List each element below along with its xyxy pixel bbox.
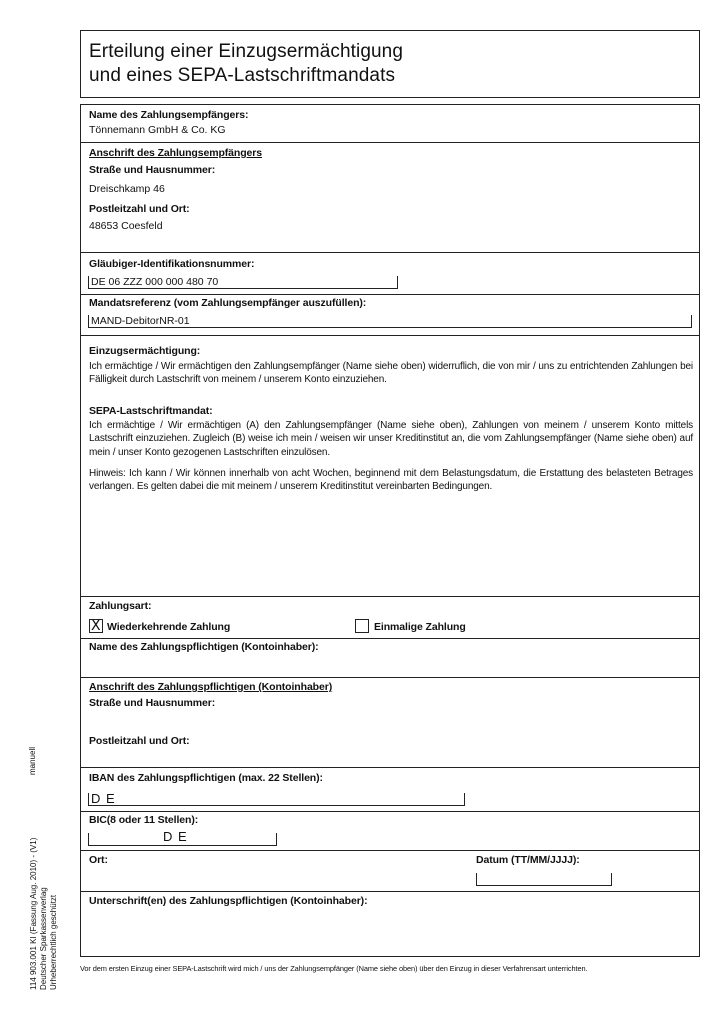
payee-city-value: 48653 Coesfeld (89, 220, 163, 232)
bic-label: BIC(8 oder 11 Stellen): (89, 814, 199, 826)
date-field[interactable] (476, 873, 612, 886)
date-label: Datum (TT/MM/JJJJ): (476, 854, 580, 866)
signature-area[interactable] (81, 912, 699, 956)
iban-field[interactable]: D E (88, 793, 465, 806)
form-title-line-1: Erteilung einer Einzugsermächtigung (89, 41, 404, 62)
divider (80, 677, 700, 678)
place-label: Ort: (89, 854, 108, 866)
side-publisher: Deutscher Sparkassenverlag (39, 887, 48, 990)
side-form-number: 114 903.001 KI (Fassung Aug. 2010) - (V1) (29, 837, 38, 990)
mandate-reference-label: Mandatsreferenz (vom Zahlungsempfänger auszufüllen): (89, 297, 367, 309)
creditor-id-label: Gläubiger-Identifikationsnummer: (89, 258, 255, 270)
footer-note: Vor dem ersten Einzug einer SEPA-Lastschrift wird mich / uns der Zahlungsempfänger (Name siehe oben) über den Einzug in dieser Verfahrensart unterrichten. (80, 964, 588, 973)
side-copyright: Urheberrechtlich geschützt (49, 894, 58, 990)
hinweis-text: Hinweis: Ich kann / Wir können innerhalb von acht Wochen, beginnend mit dem Belastungsdatum, die Erstattung des belasteten Betrages verlangen. Es gelten dabei die mit meinem / unserem Kreditinstitut vereinbarten Bedingungen. (89, 468, 693, 493)
sepa-text: Ich ermächtige / Wir ermächtigen (A) den Zahlungsempfänger (Name siehe oben), Zahlungen von meinem / unserem Konto mittels Lastschrift einzuziehen. Zugleich (B) weise ich mein / weisen wir unser Kreditinstitut an, die vom Zahlungsempfänger (Name siehe oben) auf mein / unser Konto gezogenen Lastschriften einzulösen. (89, 420, 693, 458)
divider (80, 891, 700, 892)
payment-type-label: Zahlungsart: (89, 600, 152, 612)
payer-city-label: Postleitzahl und Ort: (89, 735, 190, 747)
payer-name-label: Name des Zahlungspflichtigen (Kontoinhaber): (89, 641, 319, 653)
sepa-heading: SEPA-Lastschriftmandat: (89, 405, 213, 417)
divider (80, 252, 700, 253)
iban-label: IBAN des Zahlungspflichtigen (max. 22 Stellen): (89, 772, 323, 784)
single-payment-label: Einmalige Zahlung (374, 621, 466, 633)
check-mark-icon: X (91, 618, 101, 634)
divider (80, 850, 700, 851)
payee-street-label: Straße und Hausnummer: (89, 164, 216, 176)
mandate-reference-field[interactable]: MAND-DebitorNR-01 (88, 315, 692, 328)
payee-city-label: Postleitzahl und Ort: (89, 203, 190, 215)
divider (80, 596, 700, 597)
payee-name-label: Name des Zahlungsempfängers: (89, 109, 249, 121)
divider (80, 142, 700, 143)
creditor-id-field[interactable]: DE 06 ZZZ 000 000 480 70 (88, 276, 398, 289)
payee-name-value: Tönnemann GmbH & Co. KG (89, 124, 226, 136)
single-payment-checkbox[interactable] (355, 619, 369, 633)
recurring-payment-label: Wiederkehrende Zahlung (107, 621, 231, 633)
payee-street-value: Dreischkamp 46 (89, 183, 165, 195)
bic-country-value: D E (163, 829, 188, 844)
payer-address-heading: Anschrift des Zahlungspflichtigen (Kontoinhaber) (89, 681, 333, 693)
einzug-heading: Einzugsermächtigung: (89, 345, 201, 357)
signature-label: Unterschrift(en) des Zahlungspflichtigen (Kontoinhaber): (89, 895, 368, 907)
einzug-text: Ich ermächtige / Wir ermächtigen den Zahlungsempfänger (Name siehe oben) widerruflich, die von mir / uns zu entrichtenden Zahlungen bei Fälligkeit durch Lastschrift von meinem / unserem Konto einzuziehen. (89, 361, 693, 386)
divider (80, 638, 700, 639)
side-manuell: manuell (28, 746, 37, 775)
divider (80, 767, 700, 768)
recurring-checkbox[interactable] (89, 619, 103, 633)
payee-address-heading: Anschrift des Zahlungsempfängers (89, 147, 262, 159)
payer-street-label: Straße und Hausnummer: (89, 697, 216, 709)
divider (80, 335, 700, 336)
divider (80, 811, 700, 812)
form-title-line-2: und eines SEPA-Lastschriftmandats (89, 65, 396, 86)
divider (80, 294, 700, 295)
